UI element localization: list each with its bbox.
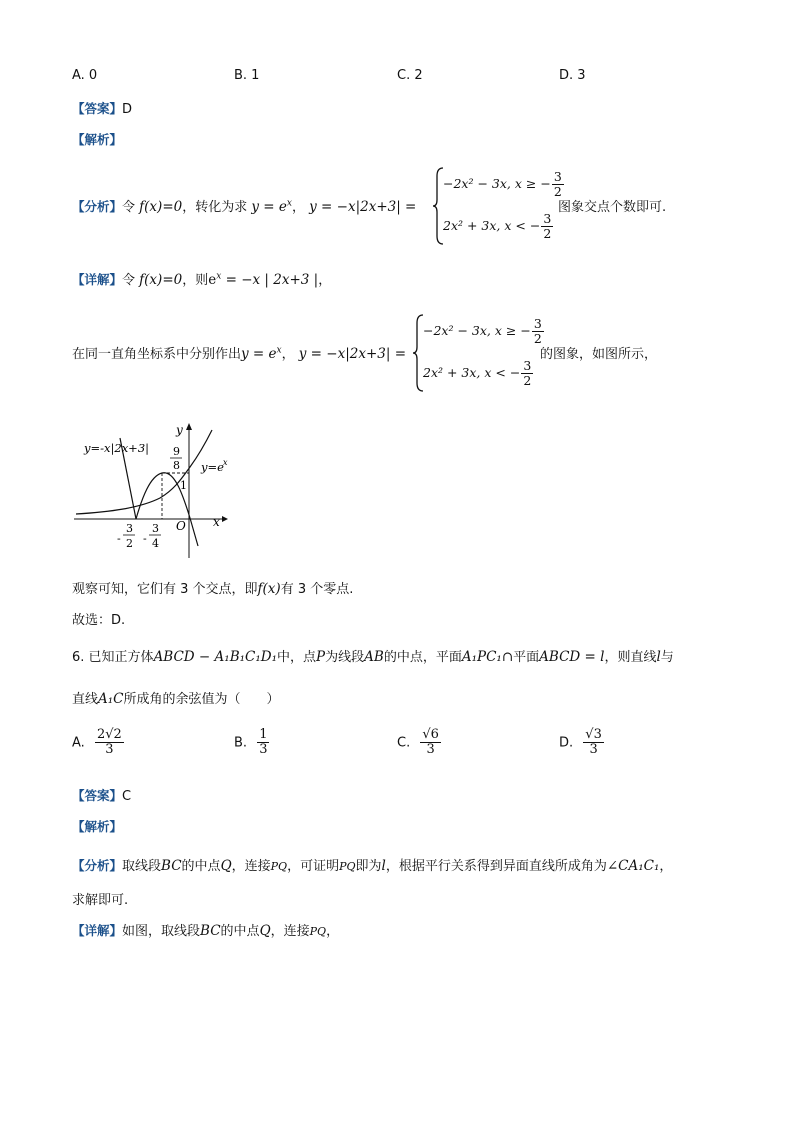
q5-fenxi-line: 【分析】令 f(x)=0，转化为求 $y = e^x$， y = −x|2x+3| = — [72, 198, 417, 215]
fenxi-text: 取线段 — [122, 859, 162, 874]
piecewise-case-2: 2x² + 3x, x < − $\frac{3}{2}$ — [423, 358, 532, 388]
answer-tag: 【答案】 — [72, 788, 123, 803]
tick-minus: - — [117, 532, 121, 545]
superscript: x — [216, 271, 222, 282]
equation: y = −x|2x+3| = — [309, 199, 417, 215]
label-abs: y=-x|2x+3| — [84, 441, 150, 455]
equation: A₁C — [98, 691, 124, 707]
x-axis-arrow — [222, 516, 228, 522]
fenxi-tag: 【分析】 — [72, 199, 123, 214]
equation: ∩ — [501, 649, 514, 665]
equation: PQ — [270, 860, 288, 873]
fenxi-text: ，连接 — [231, 859, 271, 874]
stem-text: 已知正方体 — [88, 650, 154, 665]
tick-9-8-den: 8 — [173, 459, 180, 472]
conclusion-text: 有 3 个零点. — [280, 582, 354, 597]
function-graph — [70, 418, 235, 563]
analysis-tag: 【解析】 — [72, 132, 123, 147]
stem-text: 的中点，平面 — [383, 650, 462, 665]
stem-text: 直线 — [72, 692, 99, 707]
option-fraction: $\frac{2√2}{3}$ — [96, 727, 122, 758]
fenxi-text: 的中点 — [181, 859, 221, 874]
label-exp-sup: x — [223, 458, 228, 467]
option-fraction: $\frac{√3}{3}$ — [585, 727, 602, 758]
equation: ABCD = l — [539, 649, 605, 665]
equation: l — [381, 858, 386, 874]
equation: ∠CA₁C₁ — [606, 858, 660, 874]
fenxi-text: 即为 — [355, 859, 382, 874]
q6-option-d — [559, 728, 605, 758]
tick-3-4-den: 4 — [152, 537, 159, 550]
equation: BC — [200, 923, 221, 939]
option-fraction: $\frac{√6}{3}$ — [422, 727, 439, 758]
equation: ABCD − A₁B₁C₁D₁ — [153, 649, 278, 665]
piecewise-case-1: −2x² − 3x, x ≥ − $\frac{3}{2}$ — [443, 169, 562, 199]
option-letter: C. — [397, 735, 411, 751]
q6-option-c — [397, 728, 442, 758]
stem-text: 所成角的余弦值为（ ） — [123, 692, 280, 707]
equation: = −x | 2x+3 | — [221, 272, 319, 288]
superscript: x — [286, 198, 292, 209]
q5-option-b: B. 1 — [234, 68, 260, 83]
q6-fenxi-line1 — [72, 855, 672, 874]
option-letter: A. — [72, 735, 85, 751]
equation: e — [208, 272, 217, 288]
xiangjie-text: ， — [326, 924, 340, 939]
equation: PQ — [339, 860, 356, 873]
fenxi-text: ，转化为求 — [182, 200, 248, 215]
xiangjie-text: 的中点 — [220, 924, 260, 939]
stem-text: 平面 — [513, 650, 540, 665]
option-fraction: $\frac{1}{3}$ — [259, 727, 268, 758]
option-letter: D. — [559, 735, 574, 751]
q6-xiangjie-line — [72, 920, 339, 939]
fenxi-tail: 图象交点个数即可. — [558, 200, 667, 215]
equation: Q — [220, 858, 232, 874]
origin-label: O — [176, 519, 186, 533]
q5-xiangjie-line2: 在同一直角坐标系中分别作出$y = e^x$， y = −x|2x+3| = — [72, 345, 407, 362]
answer-value: C — [122, 789, 132, 804]
analysis-tag: 【解析】 — [72, 819, 123, 834]
xiangjie-text: 在同一直角坐标系中分别作出 — [72, 347, 242, 362]
q6-answer-line — [72, 786, 131, 804]
fenxi-text: 令 — [122, 200, 136, 215]
punct: ， — [318, 273, 332, 288]
equation: BC — [161, 858, 182, 874]
option-letter: B. — [234, 735, 248, 751]
equation: y = e — [241, 346, 277, 362]
q6-option-a — [72, 728, 125, 758]
stem-text: 中，点 — [277, 650, 317, 665]
equation: A₁PC₁ — [461, 649, 502, 665]
equation: AB — [364, 649, 384, 665]
axis-label-y: y — [176, 423, 183, 437]
fenxi-tag: 【分析】 — [72, 858, 123, 873]
q5-option-d: D. 3 — [559, 68, 586, 83]
fenxi-text: ，可证明 — [287, 859, 340, 874]
equation: P — [316, 649, 326, 665]
xiangjie-tag: 【详解】 — [72, 923, 123, 938]
xiangjie-tail: 的图象，如图所示， — [540, 347, 658, 362]
q5-answer-line — [72, 99, 132, 117]
q6-fenxi-line2: 求解即可. — [72, 893, 129, 908]
piecewise-case-1: −2x² − 3x, x ≥ − $\frac{3}{2}$ — [423, 316, 542, 346]
piecewise-case-2: 2x² + 3x, x < − $\frac{3}{2}$ — [443, 211, 552, 241]
xiangjie-tag: 【详解】 — [72, 272, 123, 287]
equation: f(x)=0 — [139, 272, 183, 288]
equation: y = −x|2x+3| = — [298, 346, 407, 362]
equation: l — [656, 649, 661, 665]
q6-stem-line1 — [72, 646, 674, 665]
question-number: 6. — [72, 650, 85, 665]
y-axis-arrow — [186, 423, 192, 430]
stem-text: ，则直线 — [604, 650, 657, 665]
tick-minus: - — [143, 532, 147, 545]
tick-3-2-num: 3 — [126, 522, 133, 535]
xiangjie-text: ，则 — [182, 273, 209, 288]
superscript: x — [276, 345, 282, 356]
xiangjie-text: ，连接 — [270, 924, 310, 939]
tick-9-8-num: 9 — [173, 445, 180, 458]
tick-3-2-den: 2 — [126, 537, 133, 550]
tick-1: 1 — [180, 479, 187, 492]
q5-option-a: A. 0 — [72, 68, 98, 83]
stem-text: 为线段 — [325, 650, 365, 665]
equation: Q — [259, 923, 271, 939]
tick-3-4-num: 3 — [152, 522, 159, 535]
answer-tag: 【答案】 — [72, 101, 123, 116]
equation: f(x) — [257, 581, 281, 597]
label-exp: y=e — [201, 460, 224, 474]
q5-option-c: C. 2 — [397, 68, 423, 83]
equation: f(x)=0 — [139, 199, 183, 215]
xiangjie-text: 令 — [122, 273, 136, 288]
conclusion-text: 观察可知，它们有 3 个交点，即 — [72, 582, 258, 597]
q5-choice: 故选：D. — [72, 613, 126, 628]
q6-option-b — [234, 728, 270, 758]
equation: y = e — [251, 199, 287, 215]
answer-value: D — [122, 102, 133, 117]
stem-text: 与 — [660, 650, 674, 665]
xiangjie-text: 如图，取线段 — [122, 924, 201, 939]
q6-stem-line2 — [72, 688, 280, 707]
fenxi-text: ，根据平行关系得到异面直线所成角为 — [385, 859, 607, 874]
q5-conclusion — [72, 578, 353, 597]
q5-xiangjie-line1 — [72, 269, 331, 288]
fenxi-text: ， — [659, 859, 673, 874]
axis-label-x: x — [213, 515, 220, 529]
equation: PQ — [309, 925, 327, 938]
